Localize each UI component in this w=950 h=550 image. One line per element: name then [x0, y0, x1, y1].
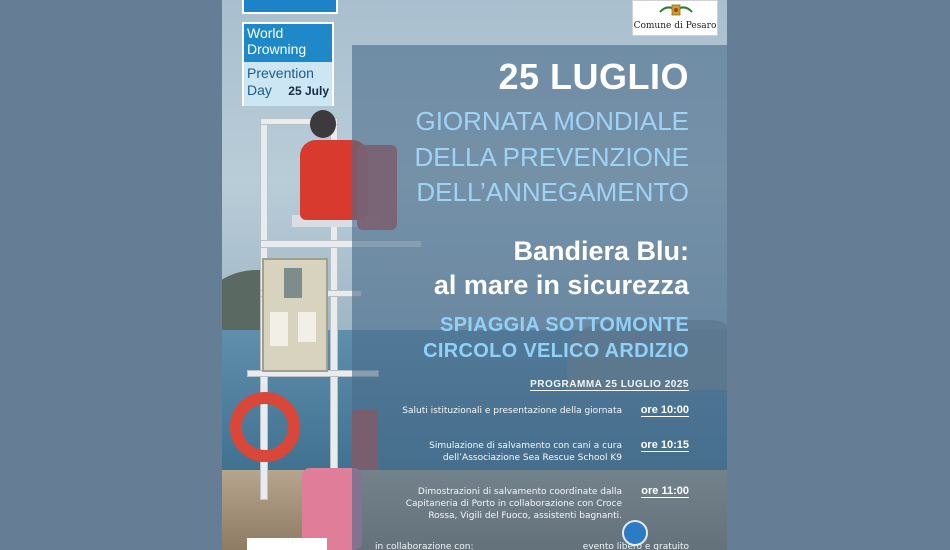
- program-item-text: Rossa, Vigili del Fuoco, assistenti bagnanti.: [428, 511, 622, 521]
- program-item-text: Capitaneria di Porto in collaborazione con Croce: [405, 499, 622, 509]
- event-date-title: 25 LUGLIO: [498, 56, 689, 97]
- logo-line: Drowning: [247, 41, 307, 57]
- event-poster: [222, 0, 727, 550]
- program-time-3: ore 11:00: [641, 485, 689, 497]
- program-item-1: [402, 405, 622, 417]
- headline-line-1: Bandiera Blu:: [513, 236, 689, 266]
- logo-date: 25 July: [288, 84, 329, 98]
- notice-sign: [284, 268, 302, 298]
- comune-di-pesaro-logo: [632, 0, 718, 36]
- partner-logo: [247, 538, 327, 550]
- program-title: PROGRAMMA 25 LUGLIO 2025: [530, 379, 689, 390]
- subtitle-line-1: GIORNATA MONDIALE: [415, 106, 689, 136]
- location-line-2: CIRCOLO VELICO ARDIZIO: [423, 340, 689, 362]
- logo-line: World: [247, 25, 284, 41]
- subtitle-line-3: DELL’ANNEGAMENTO: [416, 177, 689, 207]
- free-event-label: evento libero e gratuito: [582, 542, 689, 550]
- wdpd-logo-top: [242, 0, 338, 14]
- program-item-2: [429, 440, 622, 464]
- headline-line-2: al mare in sicurezza: [433, 270, 689, 300]
- notice-sign: [270, 312, 288, 346]
- program-item-text: dell’Associazione Sea Rescue School K9: [442, 453, 622, 463]
- location-line-1: SPIAGGIA SOTTOMONTE: [439, 314, 689, 336]
- subtitle-line-2: DELLA PREVENZIONE: [414, 142, 689, 172]
- notice-board: [262, 258, 328, 372]
- program-time-2: ore 10:15: [640, 439, 689, 451]
- comune-name: Comune di Pesaro: [633, 21, 717, 31]
- lifebuoy-icon: [230, 392, 300, 462]
- lifeguard-head: [310, 110, 336, 138]
- crest-icon: [658, 2, 694, 18]
- program-time-1: ore 10:00: [640, 404, 689, 416]
- program-item-3: [406, 486, 622, 522]
- program-item-text: Saluti istituzionali e presentazione della giornata: [402, 406, 622, 416]
- world-drowning-prevention-day-logo: [242, 22, 334, 106]
- program-item-text: Dimostrazioni di salvamento coordinate dalla: [417, 487, 622, 497]
- program-item-text: Simulazione di salvamento con cani a cura: [429, 441, 622, 451]
- collaboration-label: in collaborazione con:: [375, 542, 474, 550]
- logo-line: Prevention: [247, 65, 314, 81]
- logo-line: Day: [247, 82, 272, 98]
- notice-sign: [298, 312, 316, 342]
